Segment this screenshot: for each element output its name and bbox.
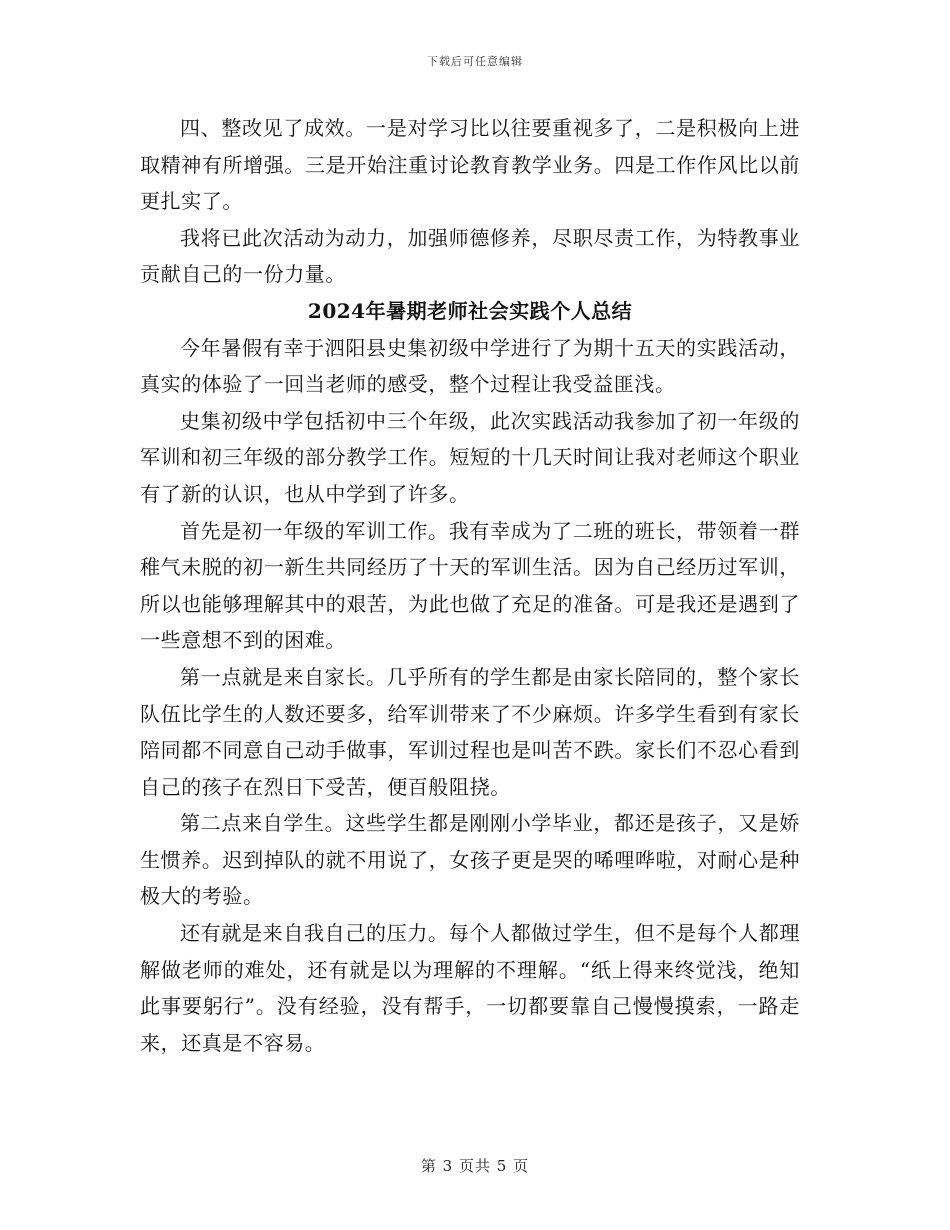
document-body	[140, 110, 800, 1061]
paragraph-school-overview: 史集初级中学包括初中三个年级，此次实践活动我参加了初一年级的军训和初三年级的部分教学工作。短短的十几天时间让我对老师这个职业有了新的认识，也从中学到了许多。	[140, 408, 800, 506]
section-title: 2024年暑期老师社会实践个人总结	[307, 298, 633, 323]
paragraph-commitment: 我将已此次活动为动力，加强师德修养，尽职尽责工作，为特教事业贡献自己的一份力量。	[140, 225, 800, 287]
paragraph-intro: 今年暑假有幸于泗阳县史集初级中学进行了为期十五天的实践活动，真实的体验了一回当老师的感受，整个过程让我受益匪浅。	[140, 335, 800, 397]
page-header-note: 下载后可任意编辑	[427, 55, 523, 68]
paragraph-military-training: 首先是初一年级的军训工作。我有幸成为了二班的班长，带领着一群稚气未脱的初一新生共同经历了十天的军训生活。因为自己经历过军训，所以也能够理解其中的艰苦，为此也做了充足的准备。可是我还是遇到了一些意想不到的困难。	[140, 518, 800, 653]
paragraph-rectification-results: 四、整改见了成效。一是对学习比以往要重视多了，二是积极向上进取精神有所增强。三是开始注重讨论教育教学业务。四是工作作风比以前更扎实了。	[140, 116, 800, 214]
paragraph-students: 第二点来自学生。这些学生都是刚刚小学毕业，都还是孩子，又是娇生惯养。迟到掉队的就不用说了，女孩子更是哭的唏哩哗啦，对耐心是种极大的考验。	[140, 811, 800, 909]
paragraph-self-pressure: 还有就是来自我自己的压力。每个人都做过学生，但不是每个人都理解做老师的难处，还有就是以为理解的不理解。“纸上得来终觉浅，绝知此事要躬行”。没有经验，没有帮手，一切都要靠自己慢慢摸索，一路走来，还真是不容易。	[140, 921, 800, 1055]
page-number: 第 3 页共 5 页	[420, 1157, 530, 1175]
paragraph-parents: 第一点就是来自家长。几乎所有的学生都是由家长陪同的，整个家长队伍比学生的人数还要多，给军训带来了不少麻烦。许多学生看到有家长陪同都不同意自己动手做事，军训过程也是叫苦不跌。家长们不忍心看到自己的孩子在烈日下受苦，便百般阻挠。	[140, 664, 800, 799]
